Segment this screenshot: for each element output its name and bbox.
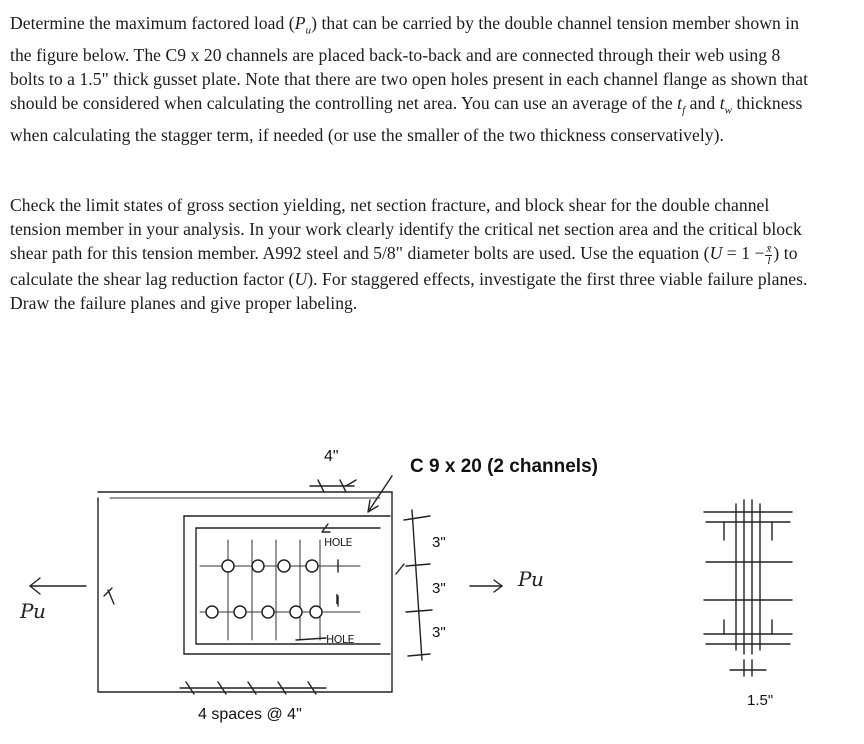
p1-text-a: Determine the maximum factored load ( [10, 13, 295, 33]
p1-text-c: and [685, 93, 720, 114]
u-variable-2: U [294, 268, 308, 289]
channel-outline [184, 516, 390, 654]
bolt [262, 606, 274, 618]
u-variable: U [709, 243, 723, 264]
bolt [206, 606, 218, 618]
bolt-group [206, 560, 322, 618]
bolt [252, 560, 264, 572]
bolt [310, 606, 322, 618]
bolt [290, 606, 302, 618]
pu-variable: P [294, 13, 306, 33]
gage-dimension-3: 3" [432, 624, 446, 641]
dimension-top-4in: 4" [324, 448, 339, 465]
tw-variable: t [719, 93, 725, 114]
bolt [278, 560, 290, 572]
p1-text-b: ) that can be carried by the double channel tension member shown in the figure below. The C9 x 20 channels are placed back-to-back and are connected through their web using 8 bolts to a 1.5" thick gusset plate. Note that there are two open holes present in each channel flange as shown that should be considered when calculating the controlling net area. You can use an average of the [10, 13, 809, 114]
channel-pointer-arrow [368, 476, 392, 512]
gage-dimension [396, 510, 432, 660]
channel-label: C 9 x 20 (2 channels) [410, 456, 598, 477]
hole-label-top: HOLE [324, 536, 353, 549]
u-equation: = 1 − [722, 243, 765, 264]
p2-text-c: ). For staggered effects, investigate the first three viable failure planes. Draw the failure planes and give proper labeling. [10, 268, 808, 314]
bolt [234, 606, 246, 618]
tf-subscript: f [682, 104, 686, 117]
tf-variable: t [677, 93, 683, 114]
bolt [306, 560, 318, 572]
bolt-spacing-label: 4 spaces @ 4" [198, 706, 302, 723]
gage-dimension-1: 3" [432, 534, 446, 551]
plate-thickness-label: 1.5" [747, 692, 774, 709]
load-label-left: Pu [20, 599, 46, 623]
p2-text-a: Check the limit states of gross section yielding, net section fracture, and block shear for the double channel tension member in your analysis. In your work clearly identify the critical net section area and the critical block shear path for this tension member. A992 steel and 5/8" diameter bolts are used. Use the equation ( [10, 195, 802, 264]
pu-subscript: u [305, 24, 312, 37]
bolt-lines [200, 540, 360, 640]
hole-marker: I [335, 593, 339, 608]
gage-dimension-2: 3" [432, 580, 446, 597]
section-view [704, 500, 792, 676]
p2-text-b: ) to calculate the shear lag reduction factor ( [10, 243, 798, 289]
gusset-plate [98, 492, 392, 692]
fraction-denominator: l [767, 254, 771, 267]
load-label-right: Pu [518, 567, 544, 591]
load-arrow-right [470, 580, 502, 592]
p1-text-d: thickness when calculating the stagger term, if needed (or use the smaller of the two thickness conservatively). [10, 93, 803, 145]
hole-label-bottom: HOLE [326, 633, 355, 646]
fraction-numerator: x̄ [766, 242, 772, 255]
tw-subscript: w [724, 104, 733, 117]
bolt [222, 560, 234, 572]
top-dimension [310, 480, 356, 492]
